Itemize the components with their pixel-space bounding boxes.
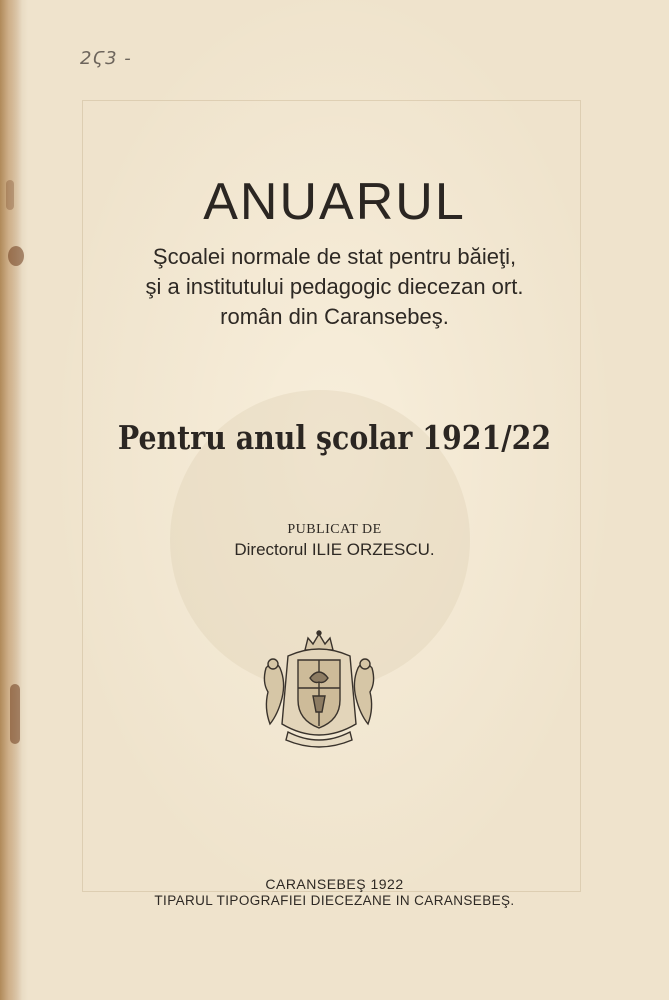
coat-of-arms-icon (258, 628, 380, 754)
handwritten-note: 2Ϛ3 - (80, 48, 132, 69)
document-title: ANUARUL (203, 173, 466, 231)
subtitle-line: şi a institutului pedagogic diecezan ort. (145, 274, 524, 299)
imprint-printer: TIPARUL TIPOGRAFIEI DIECEZANE IN CARANSEBEŞ. (154, 893, 515, 908)
imprint-city-year: CARANSEBEŞ 1922 (265, 876, 404, 892)
subtitle-line: Şcoalei normale de stat pentru băieţi, (152, 244, 517, 269)
director-name: Directorul ILIE ORZESCU. (234, 540, 435, 559)
stain (10, 684, 20, 744)
school-year-heading: Pentru anul şcolar 1921/22 (117, 418, 552, 457)
published-label: PUBLICAT DE (287, 522, 382, 537)
subtitle-line: român din Caransebeş. (220, 304, 449, 329)
page-spine (0, 0, 22, 1000)
subtitle (0, 242, 669, 332)
